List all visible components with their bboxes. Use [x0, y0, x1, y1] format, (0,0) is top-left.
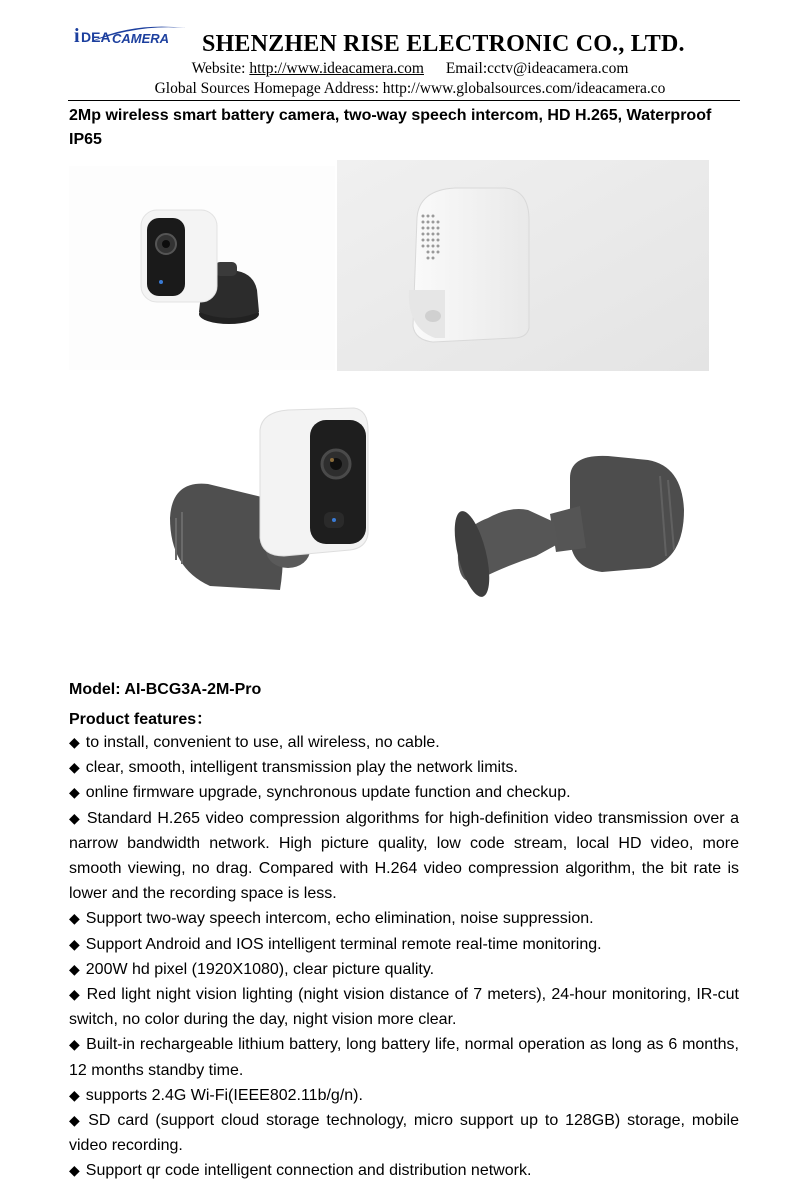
feature-item [69, 755, 739, 780]
letterhead [0, 0, 808, 102]
header-divider [68, 100, 740, 101]
feature-item [69, 730, 739, 755]
logo-prefix: i [74, 25, 80, 47]
product-photo-mounted [98, 400, 408, 598]
feature-item [69, 806, 739, 907]
contact-line [0, 60, 808, 78]
diamond-bullet-icon: ◆ [69, 734, 80, 750]
diamond-bullet-icon: ◆ [69, 759, 80, 776]
website-label: Website: [191, 60, 246, 77]
diamond-bullet-icon: ◆ [69, 910, 80, 927]
website-link[interactable]: http://www.ideacamera.com [249, 60, 424, 77]
feature-item [69, 957, 739, 982]
feature-text: Red light night vision lighting (night vision distance of 7 meters), 24-hour monitoring, IR-cut switch, no color during the day, night vision more clear. [69, 986, 739, 1029]
diamond-bullet-icon: ◆ [69, 784, 80, 801]
feature-item [69, 1083, 739, 1108]
logo-suffix: CAMERA [112, 31, 170, 46]
diamond-bullet-icon: ◆ [69, 1112, 83, 1129]
feature-text: clear, smooth, intelligent transmission play the network limits. [85, 759, 518, 777]
feature-text: Support two-way speech intercom, echo elimination, noise suppression. [85, 910, 594, 928]
feature-text: 200W hd pixel (1920X1080), clear picture quality. [85, 960, 435, 978]
product-photo-mount [420, 440, 716, 618]
diamond-bullet-icon: ◆ [69, 935, 80, 952]
diamond-bullet-icon: ◆ [69, 1036, 81, 1053]
diamond-bullet-icon: ◆ [69, 960, 80, 977]
feature-item [69, 906, 739, 931]
product-title: 2Mp wireless smart battery camera, two-way speech intercom, HD H.265, Waterproof IP65 [69, 107, 712, 148]
feature-item [69, 932, 739, 957]
feature-item [69, 982, 739, 1032]
feature-text: Built-in rechargeable lithium battery, long battery life, normal operation as long as 6 months, 12 months standby time. [69, 1036, 739, 1079]
diamond-bullet-icon: ◆ [69, 1086, 80, 1103]
company-name: SHENZHEN RISE ELECTRONIC CO., LTD. [202, 31, 685, 57]
features-list [69, 730, 739, 1184]
diamond-bullet-icon: ◆ [69, 1162, 80, 1179]
feature-text: online firmware upgrade, synchronous update function and checkup. [85, 784, 571, 802]
feature-item [69, 1108, 739, 1158]
diamond-bullet-icon: ◆ [69, 809, 81, 826]
feature-item [69, 1158, 739, 1183]
feature-item [69, 780, 739, 805]
email: Email:cctv@ideacamera.com [445, 60, 629, 77]
global-sources-line: Global Sources Homepage Address: http://www.globalsources.com/ideacamera.co [154, 80, 666, 97]
feature-text: Support qr code intelligent connection and distribution network. [85, 1162, 532, 1180]
feature-text: SD card (support cloud storage technology, micro support up to 128GB) storage, mobile video recording. [69, 1112, 739, 1155]
feature-item [69, 1032, 739, 1082]
feature-text: to install, convenient to use, all wireless, no cable. [85, 734, 440, 751]
feature-text: Support Android and IOS intelligent terminal remote real-time monitoring. [85, 935, 602, 953]
feature-text: Standard H.265 video compression algorithms for high-definition video transmission over a narrow bandwidth network. High picture quality, low code stream, local HD video, more smooth viewing, no drag. Compared with H.264 video compression algorithm, the bit rate is lower and the recording space is less. [69, 809, 739, 903]
model-number: Model: AI-BCG3A-2M-Pro [69, 681, 262, 698]
features-heading: Product features： [69, 711, 213, 728]
product-photo-side [337, 160, 709, 371]
logo-mid: DEA [81, 29, 111, 45]
feature-text: supports 2.4G Wi-Fi(IEEE802.11b/g/n). [85, 1086, 363, 1104]
company-logo [72, 20, 188, 52]
diamond-bullet-icon: ◆ [69, 986, 81, 1003]
product-photo-front-small [69, 166, 335, 370]
